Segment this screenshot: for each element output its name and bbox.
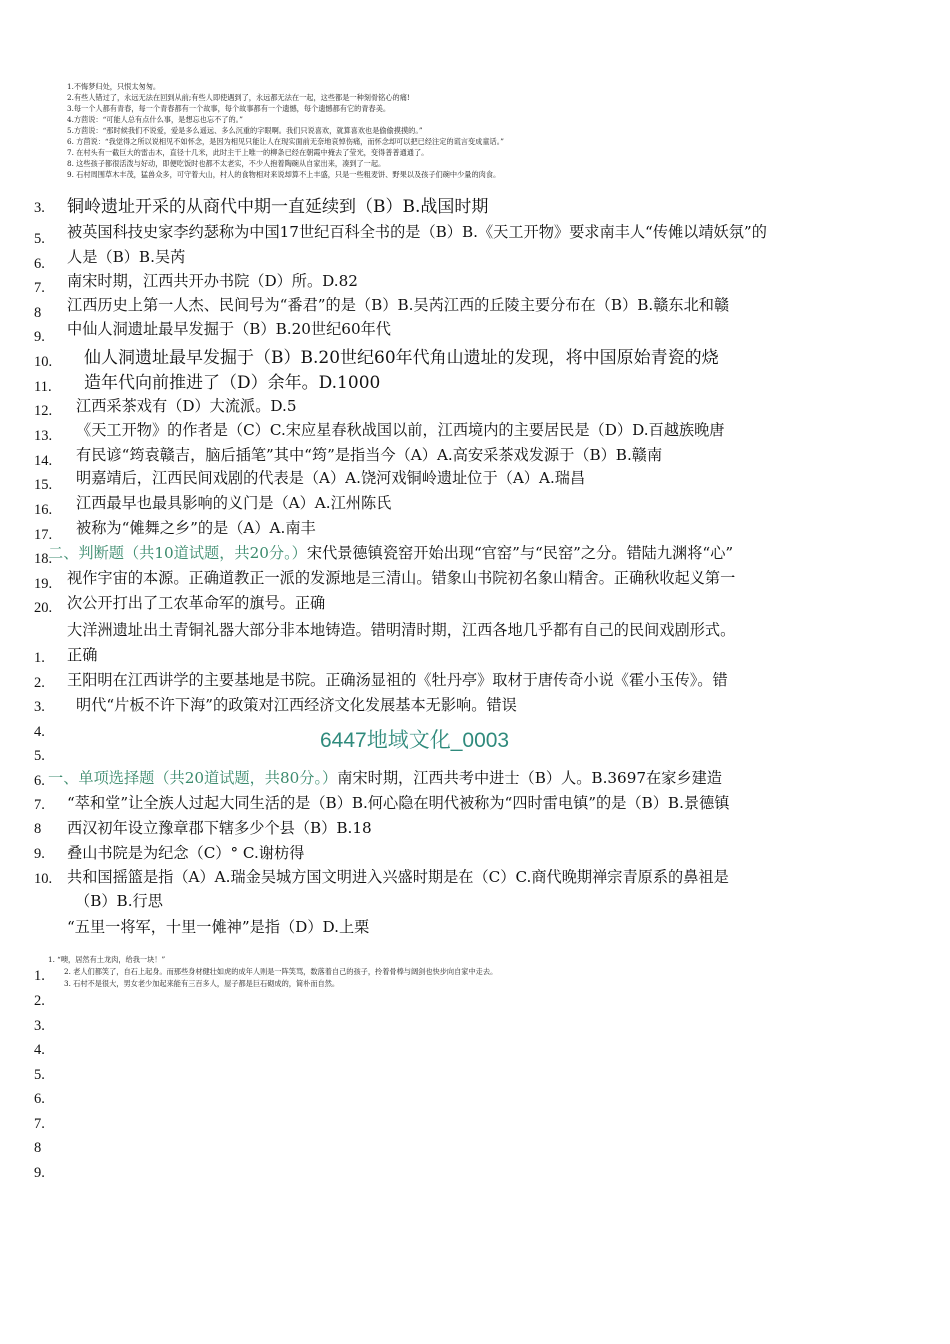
question-line: 铜岭遗址开采的从商代中期一直延续到（B）B.战国时期	[67, 197, 489, 217]
single-line: 西汉初年设立豫章郡下辖多少个县（B）B.18	[67, 819, 372, 837]
top-note: 9. 石村周围草木丰茂，猛兽众多，可守着大山，村人的食物相对来说却算不上丰盛，只是一些粗麦饼、野果以及孩子们碗中少量的肉食。	[67, 170, 501, 179]
judge-line: 大洋洲遗址出土青铜礼器大部分非本地铸造。错明清时期，江西各地几乎都有自己的民间戏剧形式。	[67, 621, 736, 639]
top-note: 6. 方茴说：“我觉得之所以说相见不如怀念，是因为相见只能让人在现实面前无奈地哀悼伤痛，而怀念却可以把已经注定的谎言变成童话。”	[67, 137, 504, 146]
line-number: 5.	[34, 231, 45, 247]
line-number: 10.	[34, 871, 53, 887]
line-number: 3.	[34, 200, 45, 216]
line-number: 5.	[34, 1067, 45, 1083]
question-line: 人是（B）B.吴芮	[67, 248, 186, 266]
single-text: 南宋时期，江西共考中进士（B）人。B.3697在家乡建造	[337, 769, 722, 787]
bottom-note: 2. 老人们都笑了，自石上起身。而那些身材健壮如虎的成年人则是一阵笑骂，数落着自己的孩子，拎着骨棒与阔剑也快步向自家中走去。	[64, 967, 498, 976]
line-number: 12.	[34, 403, 53, 419]
line-number: 4.	[34, 1042, 45, 1058]
section-heading-judge: 二、判断题（共10道试题，共20分。）	[48, 544, 307, 562]
question-line: 仙人洞遗址最早发掘于（B）B.20世纪60年代角山遗址的发现，将中国原始青瓷的烧	[84, 348, 719, 368]
question-line: 南宋时期，江西共开办书院（D）所。D.82	[67, 272, 358, 290]
line-number: 11.	[34, 379, 52, 395]
line-number: 19.	[34, 576, 53, 592]
line-number: 2.	[34, 993, 45, 1009]
question-line: 中仙人洞遗址最早发掘于（B）B.20世纪60年代	[67, 320, 391, 338]
question-line: 江西采茶戏有（D）大流派。D.5	[76, 397, 297, 415]
top-note: 3.每一个人都有青春，每一个青春都有一个故事，每个故事都有一个遗憾，每个遗憾都有它的青春美。	[67, 104, 391, 113]
line-number: 16.	[34, 502, 53, 518]
top-note: 2.有些人错过了，永远无法在回到从前;有些人即使遇到了，永远都无法在一起，这些都是一种刻骨铭心的痛!	[67, 93, 410, 102]
judge-line: 视作宇宙的本源。正确道教正一派的发源地是三清山。错象山书院初名象山精舍。正确秋收起义第一	[67, 569, 736, 587]
judge-line: 明代“片板不许下海”的政策对江西经济文化发展基本无影响。错误	[76, 696, 517, 714]
line-number: 10.	[34, 354, 53, 370]
top-note: 7. 在村头有一截巨大的雷击木，直径十几米，此时主干上唯一的柳条已经在朝霞中掩去了莹光，变得普普通通了。	[67, 148, 429, 157]
line-number: 14.	[34, 453, 53, 469]
line-number: 3.	[34, 1018, 45, 1034]
judge-text: 宋代景德镇瓷窑开始出现“官窑”与“民窑”之分。错陆九渊将“心”	[306, 544, 734, 562]
top-note: 1.不悔梦归处，只恨太匆匆。	[67, 82, 161, 91]
bottom-note: 3. 石村不是很大，男女老少加起来能有三百多人，屋子都是巨石砌成的，简朴而自然。	[64, 979, 340, 988]
line-number: 9.	[34, 846, 45, 862]
judge-line: 正确	[67, 646, 98, 664]
top-note: 5.方茴说：“那时候我们不说爱，爱是多么遥远、多么沉重的字眼啊。我们只说喜欢，就算喜欢也是偷偷摸摸的。”	[67, 126, 423, 135]
question-line: 被称为“傩舞之乡”的是（A）A.南丰	[76, 519, 316, 537]
judge-line-1	[48, 542, 733, 563]
document-title: 6447地域文化_0003	[320, 729, 510, 752]
section-heading-single: 一、单项选择题（共20道试题，共80分。）	[48, 769, 338, 787]
question-line: 江西历史上第一人杰、民间号为“番君”的是（B）B.吴芮江西的丘陵主要分布在（B）B.赣东北和赣	[67, 296, 730, 314]
line-number: 1.	[34, 968, 45, 984]
question-line: 江西最早也最具影响的义门是（A）A.江州陈氏	[76, 494, 392, 512]
judge-line: 王阳明在江西讲学的主要基地是书院。正确汤显祖的《牡丹亭》取材于唐传奇小说《霍小玉传》。错	[67, 671, 728, 689]
single-line: 叠山书院是为纪念（C）° C.谢枋得	[67, 844, 305, 862]
top-note: 8. 这些孩子都很活泼与好动，即便吃饭时也都不太老实，不少人抱着陶碗从自家出来，凑到了一起。	[67, 159, 386, 168]
line-number: 2.	[34, 675, 45, 691]
line-number: 6.	[34, 773, 45, 789]
line-number: 6.	[34, 256, 45, 272]
line-number: 6.	[34, 1091, 45, 1107]
single-line: （B）B.行思	[75, 892, 163, 910]
single-line: “萃和堂”让全族人过起大同生活的是（B）B.何心隐在明代被称为“四时雷电镇”的是（B）B.景德镇	[67, 794, 730, 812]
judge-line: 次公开打出了工农革命军的旗号。正确	[67, 594, 326, 612]
line-number: 13.	[34, 428, 53, 444]
question-line: 造年代向前推进了（D）余年。D.1000	[84, 373, 381, 393]
single-line: 共和国摇篮是指（A）A.瑞金吴城方国文明进入兴盛时期是在（C）C.商代晚期禅宗青原系的鼻祖是	[67, 868, 729, 886]
line-number: 7.	[34, 280, 45, 296]
line-number: 17.	[34, 527, 53, 543]
top-note: 4.方茴说：“可能人总有点什么事，是想忘也忘不了的。”	[67, 115, 243, 124]
line-number: 8	[34, 821, 42, 837]
line-number: 7.	[34, 1116, 45, 1132]
question-line: 有民谚“筠袁赣吉，脑后插笔”其中“筠”是指当今（A）A.高安采茶戏发源于（B）B.赣南	[76, 446, 663, 464]
question-line: 《天工开物》的作者是（C）C.宋应星春秋战国以前，江西境内的主要居民是（D）D.百越族晚唐	[76, 421, 725, 439]
bottom-note: 1. “噢，居然有土龙肉，给我一块！”	[48, 955, 166, 964]
line-number: 7.	[34, 797, 45, 813]
question-line: 明嘉靖后，江西民间戏剧的代表是（A）A.饶河戏铜岭遗址位于（A）A.瑞昌	[76, 469, 586, 487]
line-number: 9.	[34, 329, 45, 345]
question-line: 被英国科技史家李约瑟称为中国17世纪百科全书的是（B）B.《天工开物》要求南丰人“传傩以靖妖氛”的	[67, 223, 767, 241]
line-number: 4.	[34, 724, 45, 740]
line-number: 15.	[34, 477, 53, 493]
line-number: 1.	[34, 650, 45, 666]
single-line-1	[48, 767, 722, 788]
line-number: 20.	[34, 600, 53, 616]
line-number: 5.	[34, 748, 45, 764]
line-number: 8	[34, 305, 42, 321]
single-line: “五里一将军，十里一傩神”是指（D）D.上栗	[67, 918, 370, 936]
line-number: 8	[34, 1140, 42, 1156]
line-number: 18.	[34, 551, 53, 567]
line-number: 9.	[34, 1165, 45, 1181]
line-number: 3.	[34, 699, 45, 715]
